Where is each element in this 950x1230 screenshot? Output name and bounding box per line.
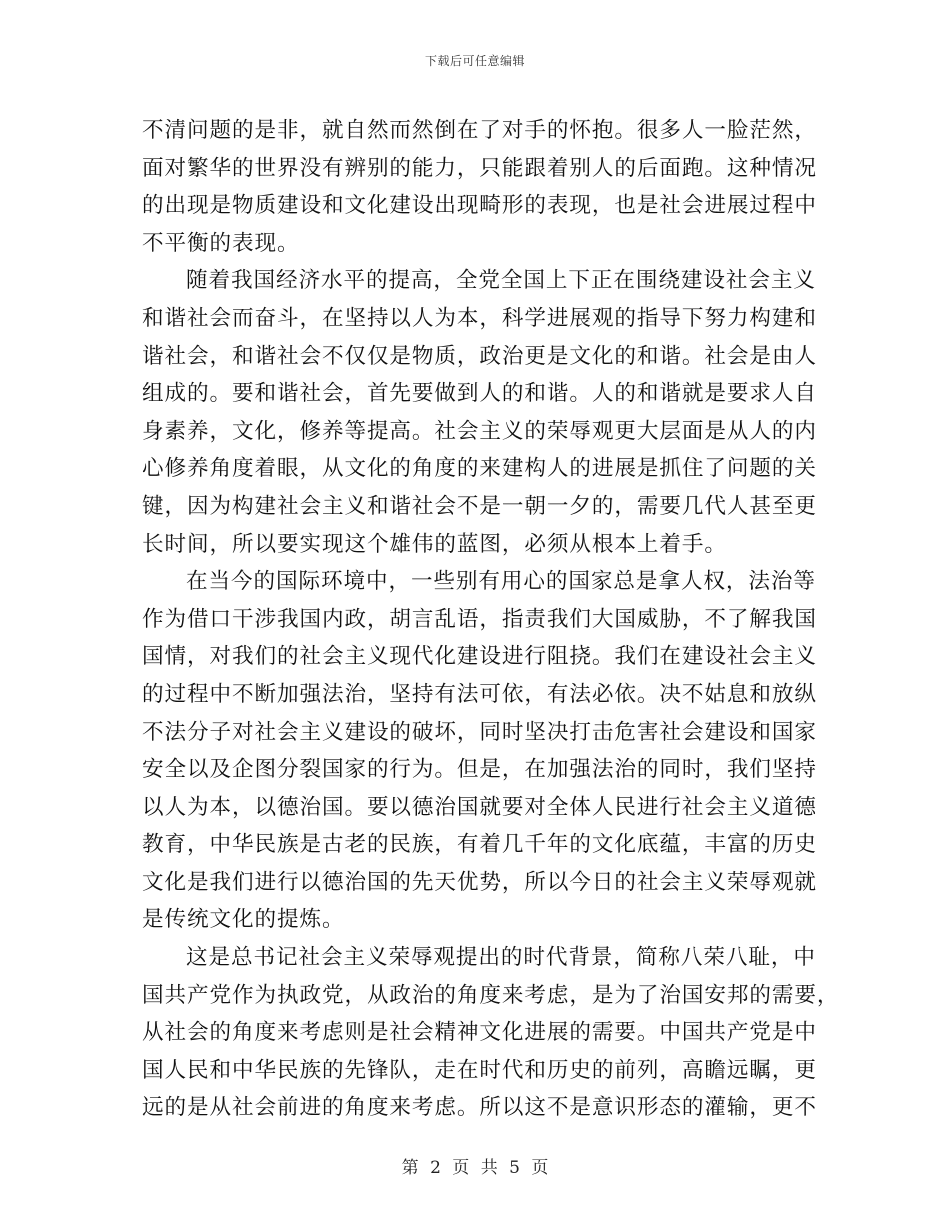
paragraph [142,939,840,1127]
text-line: 面对繁华的世界没有辨别的能力，只能跟着别人的后面跑。这种情况 [142,155,817,181]
text-line: 随着我国经济水平的提高，全党全国上下正在围绕建设社会主义 [186,268,816,294]
text-line: 这是总书记社会主义荣辱观提出的时代背景，简称八荣八耻，中 [186,945,816,971]
text-line: 心修养角度着眼，从文化的角度的来建构人的进展是抓住了问题的关 [142,456,817,482]
body-text [142,112,840,1127]
paragraph [142,112,817,262]
page-header: 下载后可任意编辑 [424,54,525,68]
text-line: 以人为本，以德治国。要以德治国就要对全体人民进行社会主义道德 [142,794,817,820]
text-line: 从社会的角度来考虑则是社会精神文化进展的需要。中国共产党是中 [142,1020,817,1046]
text-line: 文化是我们进行以德治国的先天优势，所以今日的社会主义荣辱观就 [142,869,817,895]
text-line: 的过程中不断加强法治，坚持有法可依，有法必依。决不姑息和放纵 [142,681,817,707]
text-line: 长时间，所以要实现这个雄伟的蓝图，必须从根本上着手。 [142,531,727,557]
text-line: 键，因为构建社会主义和谐社会不是一朝一夕的，需要几代人甚至更 [142,493,817,519]
text-line: 在当今的国际环境中，一些别有用心的国家总是拿人权，法治等 [186,569,816,595]
text-line: 作为借口干涉我国内政，胡言乱语，指责我们大国威胁，不了解我国 [142,606,817,632]
text-line: 安全以及企图分裂国家的行为。但是，在加强法治的同时，我们坚持 [142,757,817,783]
text-line: 和谐社会而奋斗，在坚持以人为本，科学进展观的指导下努力构建和 [142,305,817,331]
text-line: 不法分子对社会主义建设的破坏，同时坚决打击危害社会建设和国家 [142,719,817,745]
page-footer: 第 2 页 共 5 页 [401,1158,549,1178]
text-line: 国人民和中华民族的先锋队，走在时代和历史的前列，高瞻远瞩，更 [142,1057,817,1083]
text-line: 远的是从社会前进的角度来考虑。所以这不是意识形态的灌输，更不 [142,1095,817,1121]
text-line: 的出现是物质建设和文化建设出现畸形的表现，也是社会进展过程中 [142,193,817,219]
text-line: 身素养，文化，修养等提高。社会主义的荣辱观更大层面是从人的内 [142,418,817,444]
text-line: 是传统文化的提炼。 [142,907,345,933]
text-line: 国共产党作为执政党，从政治的角度来考虑，是为了治国安邦的需要， [142,982,840,1008]
text-line: 组成的。要和谐社会，首先要做到人的和谐。人的和谐就是要求人自 [142,381,817,407]
text-line: 不平衡的表现。 [142,230,300,256]
text-line: 不清问题的是非，就自然而然倒在了对手的怀抱。很多人一脸茫然， [142,118,817,143]
text-line: 国情，对我们的社会主义现代化建设进行阻挠。我们在建设社会主义 [142,644,817,670]
text-line: 谐社会，和谐社会不仅仅是物质，政治更是文化的和谐。社会是由人 [142,343,817,369]
paragraph [142,563,817,939]
text-line: 教育，中华民族是古老的民族，有着几千年的文化底蕴，丰富的历史 [142,832,817,858]
paragraph [142,262,817,563]
